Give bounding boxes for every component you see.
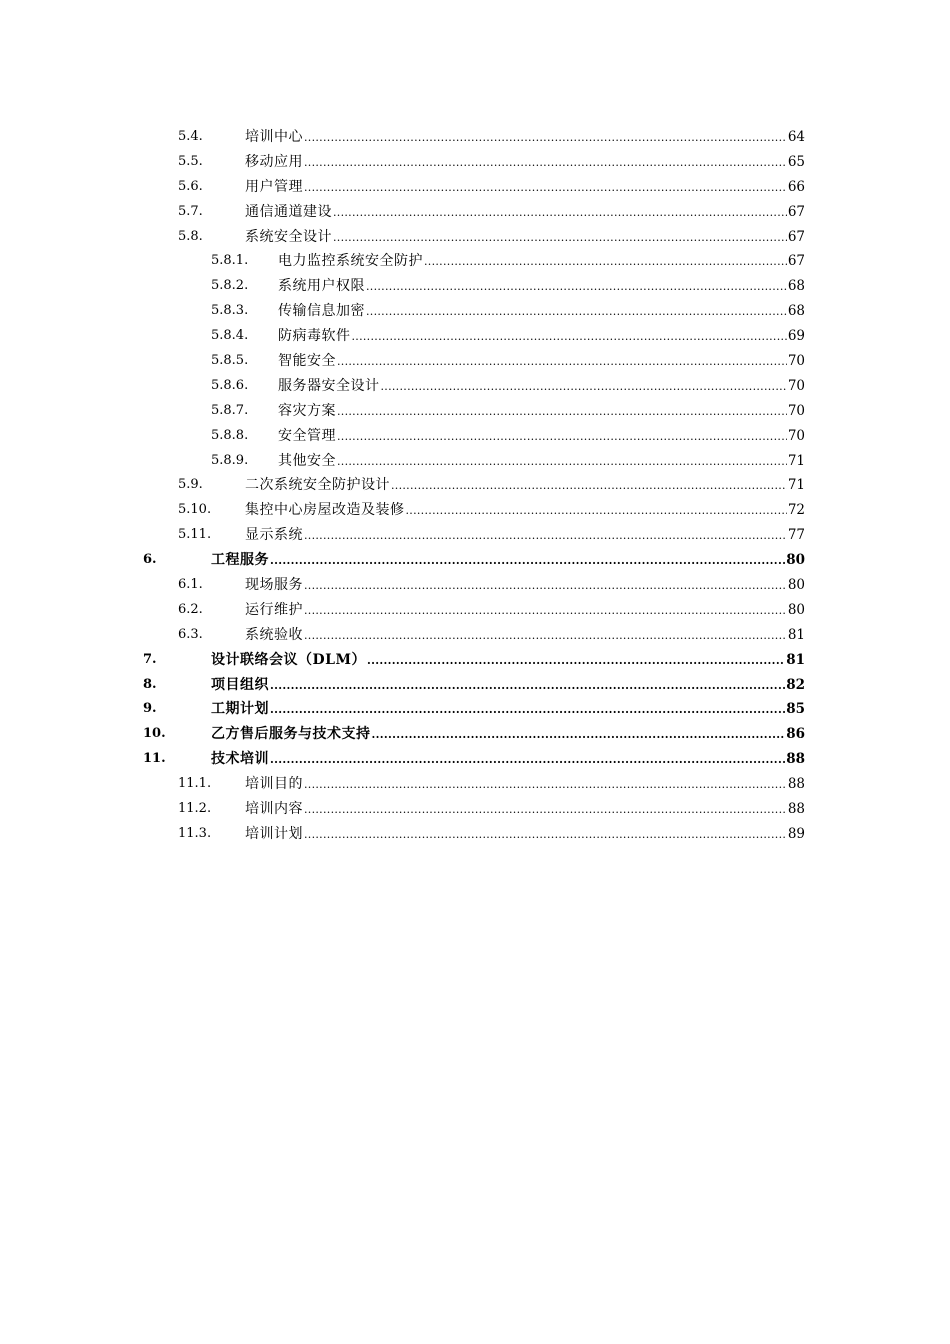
toc-entry[interactable] (0, 150, 950, 175)
toc-dot-leader (270, 698, 785, 723)
toc-entry[interactable] (0, 125, 950, 150)
toc-entry-line (278, 324, 805, 350)
toc-entry-title[interactable]: 智能安全 (278, 353, 336, 370)
toc-entry-page-number[interactable]: 77 (787, 527, 805, 544)
toc-entry[interactable] (0, 747, 950, 772)
toc-entry[interactable] (0, 697, 950, 722)
toc-entry[interactable] (0, 374, 950, 399)
toc-entry-title[interactable]: 传输信息加密 (278, 303, 365, 320)
toc-entry-line (211, 747, 805, 773)
toc-entry-number: 6.2. (178, 601, 203, 617)
toc-entry-number: 5.4. (178, 129, 203, 144)
toc-entry-title[interactable]: 系统安全设计 (245, 228, 332, 245)
toc-dot-leader (366, 275, 787, 300)
toc-dot-leader (333, 226, 787, 251)
toc-dot-leader (304, 599, 787, 624)
toc-entry-page-number[interactable]: 70 (787, 353, 805, 370)
toc-entry-number: 11. (143, 751, 166, 767)
toc-entry-number: 8. (143, 676, 157, 692)
toc-entry-page-number[interactable]: 82 (786, 676, 805, 693)
toc-dot-leader (406, 499, 787, 524)
toc-entry-page-number[interactable]: 66 (787, 178, 805, 195)
toc-entry-title[interactable]: 容灾方案 (278, 402, 336, 419)
toc-entry-title[interactable]: 防病毒软件 (278, 328, 351, 345)
toc-entry-line (245, 822, 805, 848)
toc-entry-page-number[interactable]: 69 (787, 328, 805, 345)
toc-entry-line (245, 150, 805, 176)
toc-entry[interactable] (0, 324, 950, 349)
toc-entry-line (245, 125, 805, 151)
toc-entry-page-number[interactable]: 68 (787, 278, 805, 295)
toc-entry-number: 5.6. (178, 178, 203, 194)
toc-dot-leader (337, 450, 787, 475)
toc-entry-page-number[interactable]: 70 (787, 427, 805, 444)
toc-dot-leader (337, 425, 787, 450)
toc-entry-page-number[interactable]: 80 (786, 552, 805, 569)
toc-entry-number: 6.3. (178, 626, 203, 642)
toc-entry-number: 5.8.4. (211, 328, 249, 344)
toc-entry-page-number[interactable]: 67 (787, 228, 805, 245)
toc-entry-line (245, 523, 805, 549)
toc-entry[interactable] (0, 648, 950, 673)
toc-entry-line (278, 424, 805, 450)
toc-entry-page-number[interactable]: 89 (787, 825, 805, 842)
toc-entry-title[interactable]: 运行维护 (245, 601, 303, 618)
toc-entry-line (245, 573, 805, 599)
toc-entry[interactable] (0, 797, 950, 822)
toc-entry[interactable] (0, 772, 950, 797)
toc-entry-line (278, 399, 805, 425)
toc-entry-title[interactable]: 系统用户权限 (278, 278, 365, 295)
toc-dot-leader (366, 300, 787, 325)
toc-entry-title[interactable]: 工期计划 (211, 701, 269, 718)
toc-entry-line (278, 249, 805, 275)
toc-entry-title[interactable]: 集控中心房屋改造及装修 (245, 502, 405, 519)
toc-entry-number: 6.1. (178, 577, 203, 593)
toc-dot-leader (424, 250, 787, 275)
toc-dot-leader (304, 151, 787, 176)
toc-entry-title[interactable]: 培训计划 (245, 825, 303, 842)
toc-entry-number: 5.8.3. (211, 303, 249, 319)
toc-dot-leader (367, 649, 785, 674)
toc-dot-leader (304, 773, 787, 798)
toc-entry-page-number[interactable]: 86 (786, 726, 805, 743)
toc-entry-page-number[interactable]: 67 (787, 253, 805, 270)
toc-dot-leader (391, 474, 787, 499)
toc-entry[interactable] (0, 225, 950, 250)
toc-entry-title[interactable]: 项目组织 (211, 676, 269, 693)
toc-dot-leader (381, 375, 787, 400)
toc-entry-number: 5.5. (178, 153, 203, 169)
toc-entry-page-number[interactable]: 88 (787, 776, 805, 793)
toc-dot-leader (333, 201, 787, 226)
toc-entry-page-number[interactable]: 80 (787, 577, 805, 594)
toc-dot-leader (304, 126, 787, 151)
toc-entry-number: 5.8.8. (211, 427, 249, 443)
toc-entry-title[interactable]: 用户管理 (245, 178, 303, 195)
toc-entry[interactable] (0, 822, 950, 847)
toc-entry-title[interactable]: 服务器安全设计 (278, 377, 380, 394)
toc-entry-number: 7. (143, 651, 157, 667)
toc-entry-number: 5.11. (178, 527, 212, 543)
toc-dot-leader (304, 524, 787, 549)
toc-entry-title[interactable]: 电力监控系统安全防护 (278, 253, 423, 270)
toc-entry-line (245, 473, 805, 499)
toc-entry-title[interactable]: 移动应用 (245, 153, 303, 170)
toc-entry-page-number[interactable]: 65 (787, 153, 805, 170)
toc-entry[interactable] (0, 473, 950, 498)
toc-entry-line (245, 772, 805, 798)
toc-entry-line (245, 598, 805, 624)
toc-entry-line (211, 697, 805, 723)
toc-entry-number: 11.1. (178, 776, 212, 792)
toc-entry[interactable] (0, 175, 950, 200)
toc-dot-leader (304, 624, 787, 649)
toc-entry-number: 10. (143, 726, 166, 742)
toc-entry[interactable] (0, 523, 950, 548)
toc-dot-leader (304, 823, 787, 848)
toc-entry[interactable] (0, 722, 950, 747)
toc-dot-leader (270, 748, 785, 773)
toc-entry-page-number[interactable]: 85 (786, 701, 805, 718)
toc-entry-title[interactable]: 技术培训 (211, 751, 269, 768)
toc-entry-number: 5.8.5. (211, 353, 249, 369)
toc-dot-leader (304, 574, 787, 599)
toc-entry[interactable] (0, 673, 950, 698)
toc-entry-page-number[interactable]: 81 (787, 626, 805, 643)
toc-entry-number: 11.3. (178, 825, 212, 841)
toc-entry-page-number[interactable]: 68 (787, 303, 805, 320)
toc-dot-leader (337, 400, 787, 425)
toc-dot-leader (337, 350, 787, 375)
toc-entry-number: 5.10. (178, 502, 212, 518)
toc-entry-title[interactable]: 现场服务 (245, 577, 303, 594)
toc-entry-page-number[interactable]: 88 (787, 801, 805, 818)
toc-entry-title[interactable]: 培训目的 (245, 776, 303, 793)
toc-entry[interactable] (0, 299, 950, 324)
toc-entry-page-number[interactable]: 70 (787, 402, 805, 419)
toc-entry-number: 5.8.7. (211, 402, 249, 418)
toc-entry-number: 5.9. (178, 477, 203, 493)
toc-entry-title[interactable]: 设计联络会议（DLM） (211, 651, 366, 668)
toc-dot-leader (304, 798, 787, 823)
toc-entry-title[interactable]: 显示系统 (245, 527, 303, 544)
toc-entry-title[interactable]: 工程服务 (211, 552, 269, 569)
toc-entry-number: 11.2. (178, 801, 212, 817)
toc-entry-line (278, 274, 805, 300)
toc-entry-page-number[interactable]: 72 (787, 502, 805, 519)
toc-dot-leader (304, 176, 787, 201)
toc-entry-number: 6. (143, 552, 157, 568)
toc-entry-line (211, 648, 805, 674)
table-of-contents (0, 125, 950, 847)
toc-entry[interactable] (0, 498, 950, 523)
toc-entry-title[interactable]: 其他安全 (278, 452, 336, 469)
toc-dot-leader (270, 674, 785, 699)
toc-entry[interactable] (0, 349, 950, 374)
toc-entry-page-number[interactable]: 81 (786, 651, 805, 668)
toc-entry[interactable] (0, 623, 950, 648)
toc-entry[interactable] (0, 399, 950, 424)
toc-entry-page-number[interactable]: 71 (787, 477, 805, 494)
toc-entry-page-number[interactable]: 80 (787, 601, 805, 618)
toc-entry-title[interactable]: 二次系统安全防护设计 (245, 477, 390, 494)
toc-entry-line (245, 623, 805, 649)
toc-entry-title[interactable]: 安全管理 (278, 427, 336, 444)
toc-entry-number: 5.8. (178, 228, 203, 244)
toc-entry[interactable] (0, 274, 950, 299)
toc-entry-page-number[interactable]: 67 (787, 203, 805, 220)
toc-entry-line (245, 225, 805, 251)
toc-entry-page-number[interactable]: 71 (787, 452, 805, 469)
toc-entry-line (245, 200, 805, 226)
toc-entry[interactable] (0, 449, 950, 474)
toc-entry-line (278, 299, 805, 325)
toc-entry-title[interactable]: 系统验收 (245, 626, 303, 643)
toc-entry-number: 5.8.1. (211, 253, 249, 269)
toc-entry-line (245, 498, 805, 524)
toc-dot-leader (372, 723, 786, 748)
toc-entry-title[interactable]: 培训中心 (245, 129, 303, 145)
toc-entry-line (245, 175, 805, 201)
toc-entry-number: 5.8.6. (211, 377, 249, 393)
toc-entry-page-number[interactable]: 88 (786, 751, 805, 768)
toc-entry[interactable] (0, 573, 950, 598)
toc-entry-line (245, 797, 805, 823)
toc-entry-line (211, 548, 805, 574)
toc-entry-line (278, 374, 805, 400)
toc-entry-title[interactable]: 培训内容 (245, 801, 303, 818)
toc-dot-leader (270, 549, 785, 574)
toc-entry-number: 9. (143, 701, 157, 717)
toc-entry-number: 5.7. (178, 203, 203, 219)
toc-entry-number: 5.8.9. (211, 452, 249, 468)
toc-entry-title[interactable]: 乙方售后服务与技术支持 (211, 726, 371, 743)
toc-entry[interactable] (0, 548, 950, 573)
toc-entry[interactable] (0, 424, 950, 449)
toc-entry-number: 5.8.2. (211, 278, 249, 294)
toc-entry-line (278, 449, 805, 475)
toc-entry[interactable] (0, 249, 950, 274)
toc-entry[interactable] (0, 598, 950, 623)
toc-entry-line (211, 722, 805, 748)
toc-dot-leader (352, 325, 787, 350)
toc-entry-line (278, 349, 805, 375)
toc-entry-line (211, 673, 805, 699)
toc-entry-page-number[interactable]: 64 (787, 129, 805, 145)
toc-entry[interactable] (0, 200, 950, 225)
toc-entry-title[interactable]: 通信通道建设 (245, 203, 332, 220)
toc-entry-page-number[interactable]: 70 (787, 377, 805, 394)
